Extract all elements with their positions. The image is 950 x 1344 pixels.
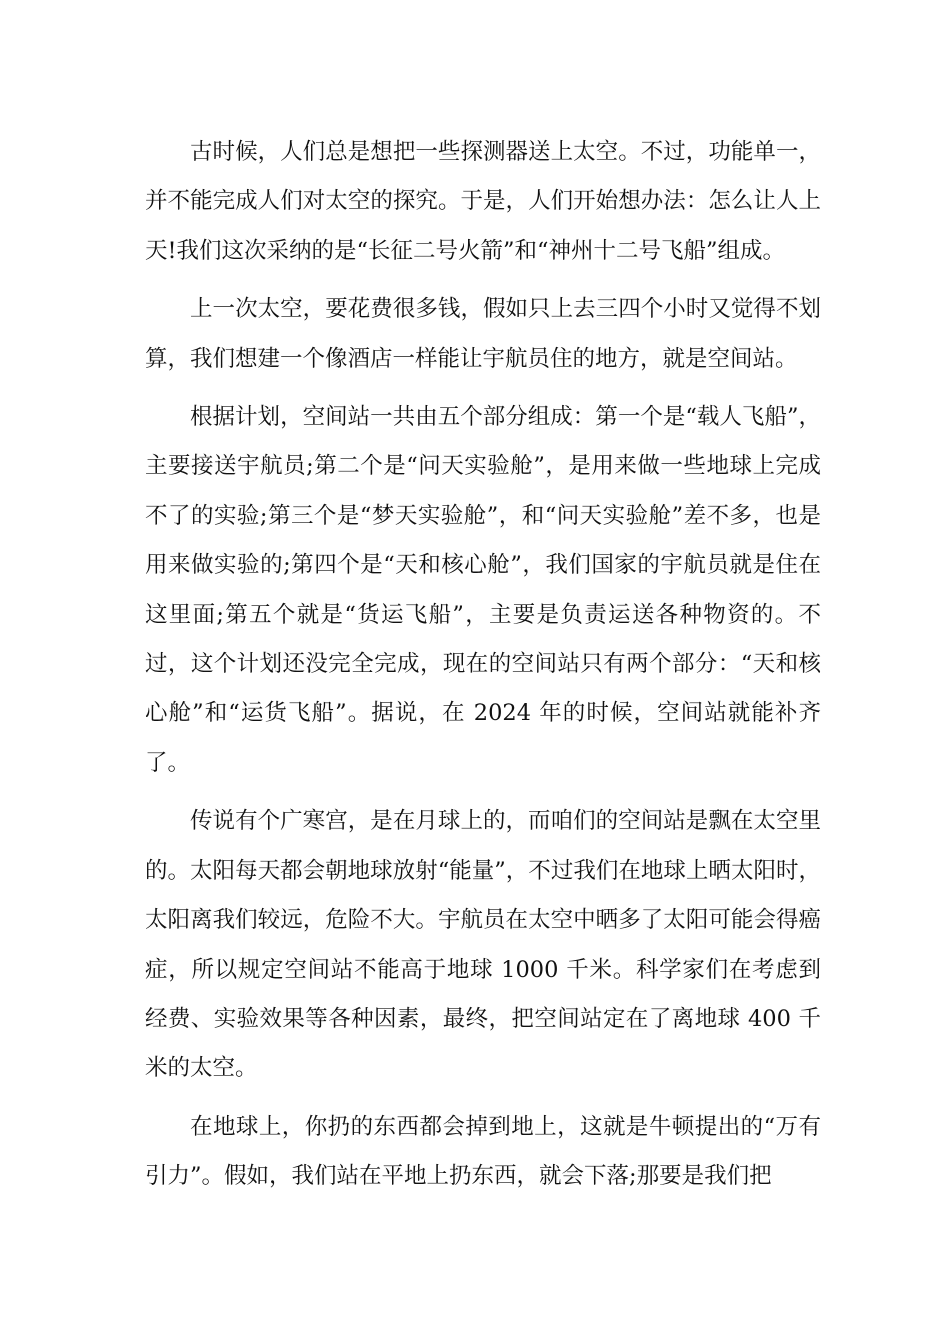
paragraph-2: 上一次太空，要花费很多钱，假如只上去三四个小时又觉得不划算，我们想建一个像酒店一样能让宇航员住的地方，就是空间站。 (145, 296, 821, 372)
paragraph-4: 传说有个广寒宫，是在月球上的，而咱们的空间站是飘在太空里的。太阳每天都会朝地球放射“能量”，不过我们在地球上晒太阳时，太阳离我们较远，危险不大。宇航员在太空中晒多了太阳可能会得癌症，所以规定空间站不能高于地球 1000 千米。科学家们在考虑到经费、实验效果等各种因素，最终，把空间站定在了离地球 400 千米的太空。 (145, 808, 821, 1082)
document-body (145, 128, 821, 1202)
paragraph-5: 在地球上，你扔的东西都会掉到地上，这就是牛顿提出的“万有引力”。假如，我们站在平地上扔东西，就会下落;那要是我们把 (145, 1113, 821, 1190)
paragraph-1: 古时候，人们总是想把一些探测器送上太空。不过，功能单一，并不能完成人们对太空的探究。于是，人们开始想办法：怎么让人上天!我们这次采纳的是“长征二号火箭”和“神州十二号飞船”组成。 (145, 139, 821, 264)
paragraph-3: 根据计划，空间站一共由五个部分组成：第一个是“载人飞船”，主要接送宇航员;第二个是“问天实验舱”，是用来做一些地球上完成不了的实验;第三个是“梦天实验舱”，和“问天实验舱”差不多，也是用来做实验的;第四个是“天和核心舱”，我们国家的宇航员就是住在这里面;第五个就是“货运飞船”，主要是负责运送各种物资的。不过，这个计划还没完全完成，现在的空间站只有两个部分：“天和核心舱”和“运货飞船”。据说，在 2024 年的时候，空间站就能补齐了。 (145, 404, 821, 776)
